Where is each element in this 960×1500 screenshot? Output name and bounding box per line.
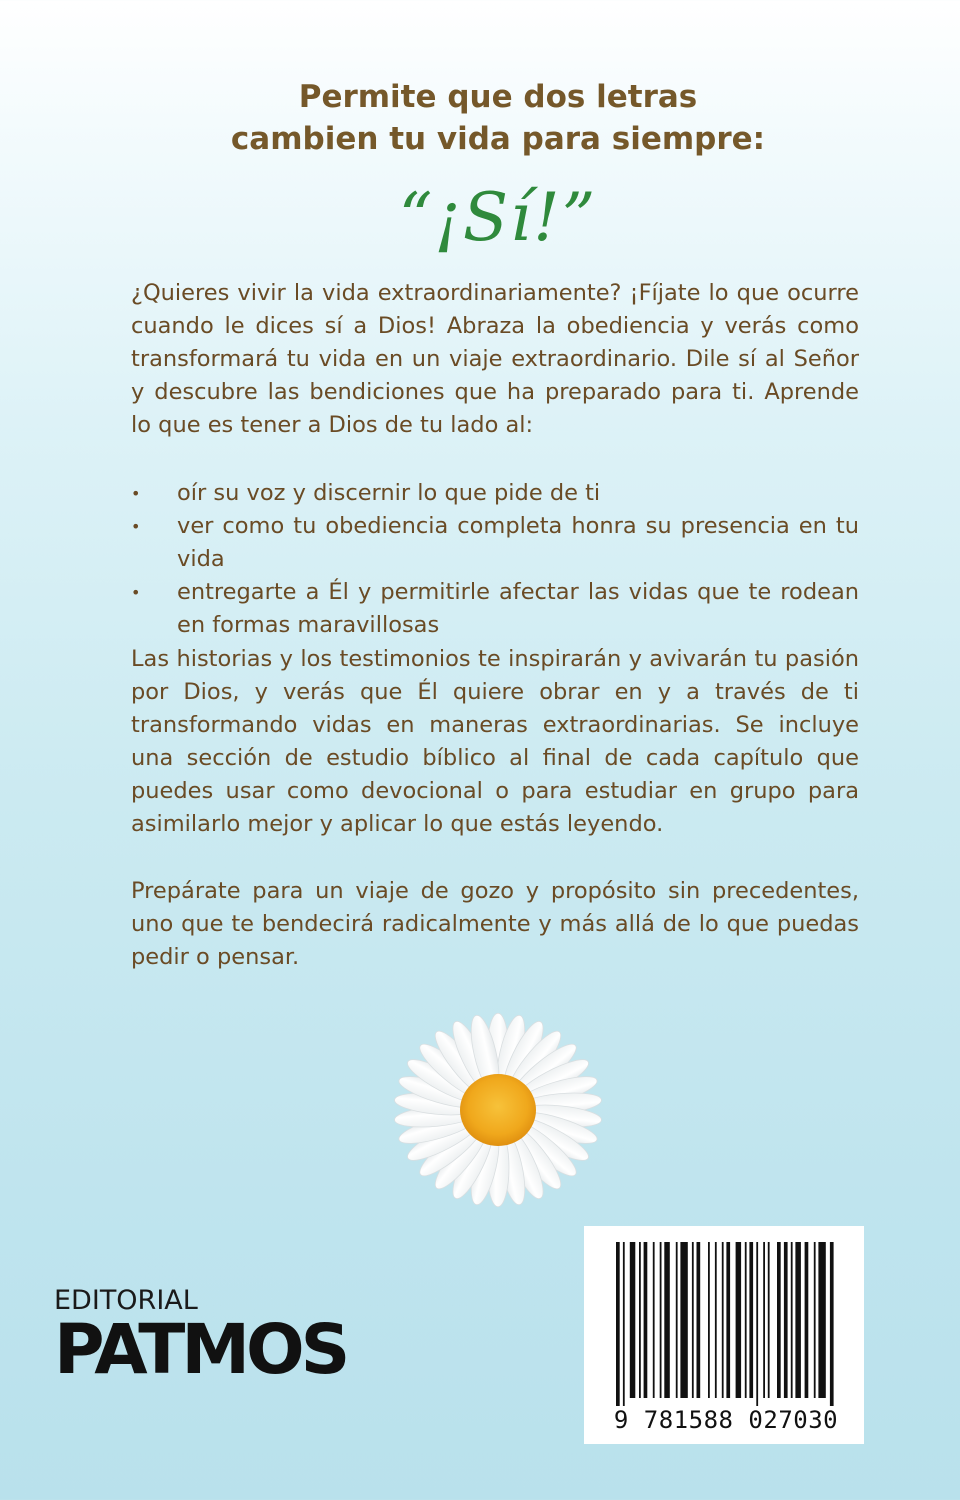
barcode-bar [715,1242,717,1398]
barcode-bar [623,1242,625,1406]
highlight-si: “¡Sí!” [398,179,598,256]
barcode-bar [736,1242,742,1398]
barcode-bar [697,1242,701,1398]
barcode-bar [814,1242,816,1398]
heading-line-2: cambien tu vida para siempre: [230,121,766,157]
barcode-bar [644,1242,648,1398]
publisher-line-1: EDITORIAL [54,1285,198,1316]
heading-line-1: Permite que dos letras [298,79,698,115]
barcode-bar [791,1242,793,1398]
daisy-flower-image [378,1010,612,1214]
barcode-bar [680,1242,687,1398]
barcode-bar [784,1242,788,1398]
barcode-bar [692,1242,694,1398]
barcode-bar [777,1242,781,1398]
bullet-list [131,477,859,642]
barcode-bar [830,1242,834,1406]
bullet-item [131,477,859,510]
barcode-bar [756,1242,758,1406]
back-cover-heading [0,76,960,160]
barcode-bar [676,1242,678,1398]
paragraph-stories: Las historias y los testimonios te inspirarán y avivarán tu pasión por Dios, y verás que Él quiere obrar en y a través de ti transformando vidas en maneras extraordinarias. Se incluye una sección de estudio bíblico al final de cada capítulo que puedes usar como devocional o para estudiar en grupo para asimilarlo mejor y aplicar lo que estás leyendo. [131,646,859,837]
paragraph-intro: ¿Quieres vivir la vida extraordinariamente? ¡Fíjate lo que ocurre cuando le dices sí a Dios! Abraza la obediencia y verás como transformará tu vida en un viaje extraordinario. Dile sí al Señor y descubre las bendiciones que ha preparado para ti. Aprende lo que es tener a Dios de tu lado al: [131,280,859,438]
bullet-text: ver como tu obediencia completa honra su presencia en tu vida [177,513,859,572]
barcode-bar [616,1242,620,1406]
bullet-item [131,576,859,642]
barcode-bar [722,1242,724,1398]
bullet-dot-icon: • [131,583,141,602]
bullet-dot-icon: • [131,484,141,503]
barcode-bar [795,1242,801,1398]
bullet-text: entregarte a Él y permitirle afectar las vidas que te rodean en formas maravillosas [177,579,859,638]
barcode-bar [818,1242,825,1398]
paragraph-closing: Prepárate para un viaje de gozo y propósito sin precedentes, uno que te bendecirá radicalmente y más allá de lo que puedas pedir o pensar. [131,878,859,970]
bullet-item [131,510,859,576]
barcode-bar [805,1242,809,1398]
barcode-bar [763,1242,765,1398]
barcode-bar [653,1242,655,1398]
daisy-center [460,1074,536,1146]
bullet-dot-icon: • [131,517,141,536]
bullet-text: oír su voz y discernir lo que pide de ti [177,480,601,506]
barcode-bar [745,1242,747,1398]
barcode-bar [749,1242,753,1398]
barcode [584,1226,864,1444]
barcode-bar [639,1242,641,1398]
barcode-bar [768,1242,770,1398]
publisher-line-2: PATMOS [54,1310,347,1390]
barcode-bar [630,1242,636,1398]
publisher-logo [54,1285,347,1396]
barcode-bars [614,1238,834,1406]
barcode-bar [664,1242,670,1398]
isbn-number: 9 781588 027030 [613,1406,839,1434]
barcode-bar [708,1242,710,1398]
barcode-bar [726,1242,730,1398]
barcode-bar [660,1242,662,1398]
